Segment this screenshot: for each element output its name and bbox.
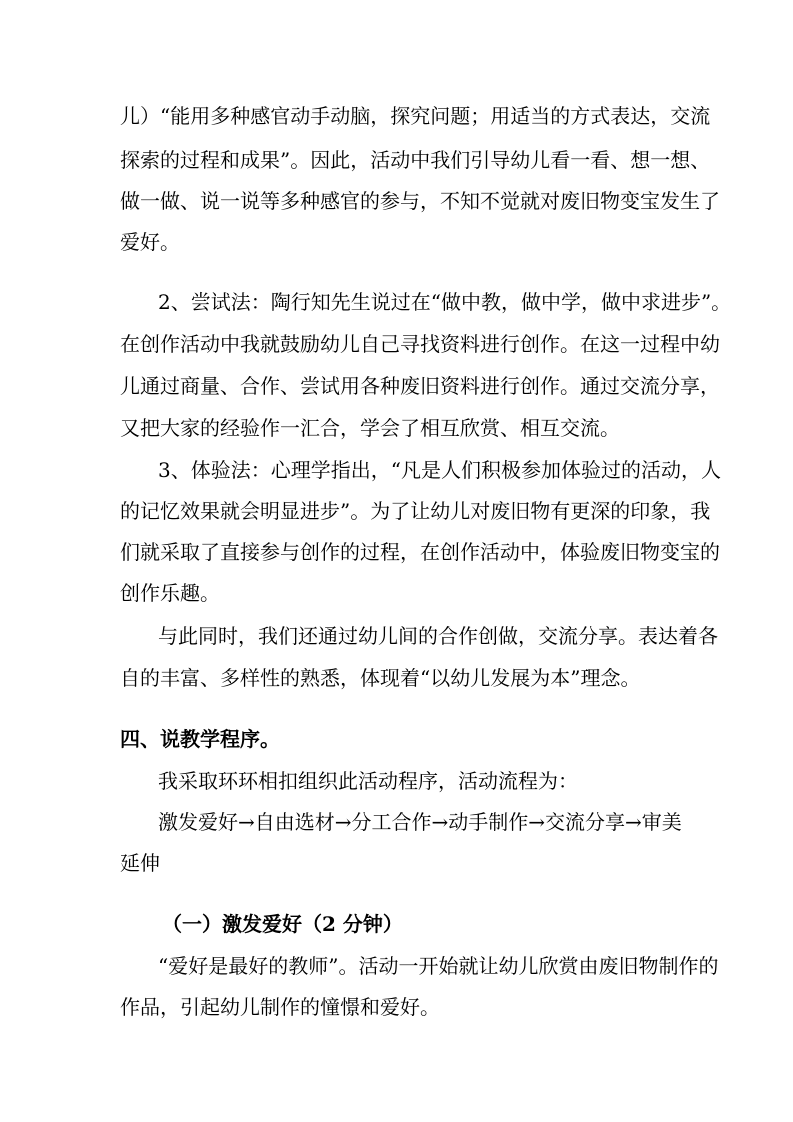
process-flow-line-1: 激发爱好→自由选材→分工合作→动手制作→交流分享→审美 [158, 810, 682, 834]
paragraph-3-line-3: 们就采取了直接参与创作的过程，在创作活动中，体验废旧物变宝的 [120, 540, 720, 564]
paragraph-3-line-1: 3、体验法：心理学指出，“凡是人们积极参加体验过的活动，人 [158, 458, 721, 482]
paragraph-2-line-4: 又把大家的经验作一汇合，学会了相互欣赏、相互交流。 [120, 416, 620, 440]
paragraph-7-line-1: “爱好是最好的教师”。活动一开始就让幼儿欣赏由废旧物制作的 [158, 954, 719, 978]
paragraph-1-line-4: 爱好。 [120, 230, 180, 254]
paragraph-2-line-2: 在创作活动中我就鼓励幼儿自己寻找资料进行创作。在这一过程中幼 [120, 332, 720, 356]
section-heading: 四、说教学程序。 [120, 727, 280, 751]
paragraph-7-line-2: 作品，引起幼儿制作的憧憬和爱好。 [120, 995, 440, 1019]
paragraph-3-line-4: 创作乐趣。 [120, 581, 220, 605]
paragraph-1-line-1: 儿）“能用多种感官动手动脑，探究问题；用适当的方式表达，交流 [120, 104, 711, 128]
paragraph-2-line-3: 儿通过商量、合作、尝试用各种废旧资料进行创作。通过交流分享， [120, 374, 720, 398]
paragraph-1-line-2: 探索的过程和成果”。因此，活动中我们引导幼儿看一看、想一想、 [120, 148, 711, 172]
process-flow-line-2: 延伸 [120, 851, 160, 875]
paragraph-2-line-1: 2、尝试法：陶行知先生说过在“做中教，做中学，做中求进步”。 [158, 290, 732, 314]
paragraph-3-line-2: 的记忆效果就会明显进步”。为了让幼儿对废旧物有更深的印象，我 [120, 499, 711, 523]
process-intro: 我采取环环相扣组织此活动程序，活动流程为： [158, 769, 578, 793]
paragraph-4-line-1: 与此同时，我们还通过幼儿间的合作创做，交流分享。表达着各 [158, 624, 718, 648]
paragraph-1-line-3: 做一做、说一说等多种感官的参与，不知不觉就对废旧物变宝发生了 [120, 189, 720, 213]
subsection-heading: （一）激发爱好（2 分钟） [162, 912, 403, 936]
paragraph-4-line-2: 自的丰富、多样性的熟悉，体现着“以幼儿发展为本”理念。 [120, 666, 641, 690]
